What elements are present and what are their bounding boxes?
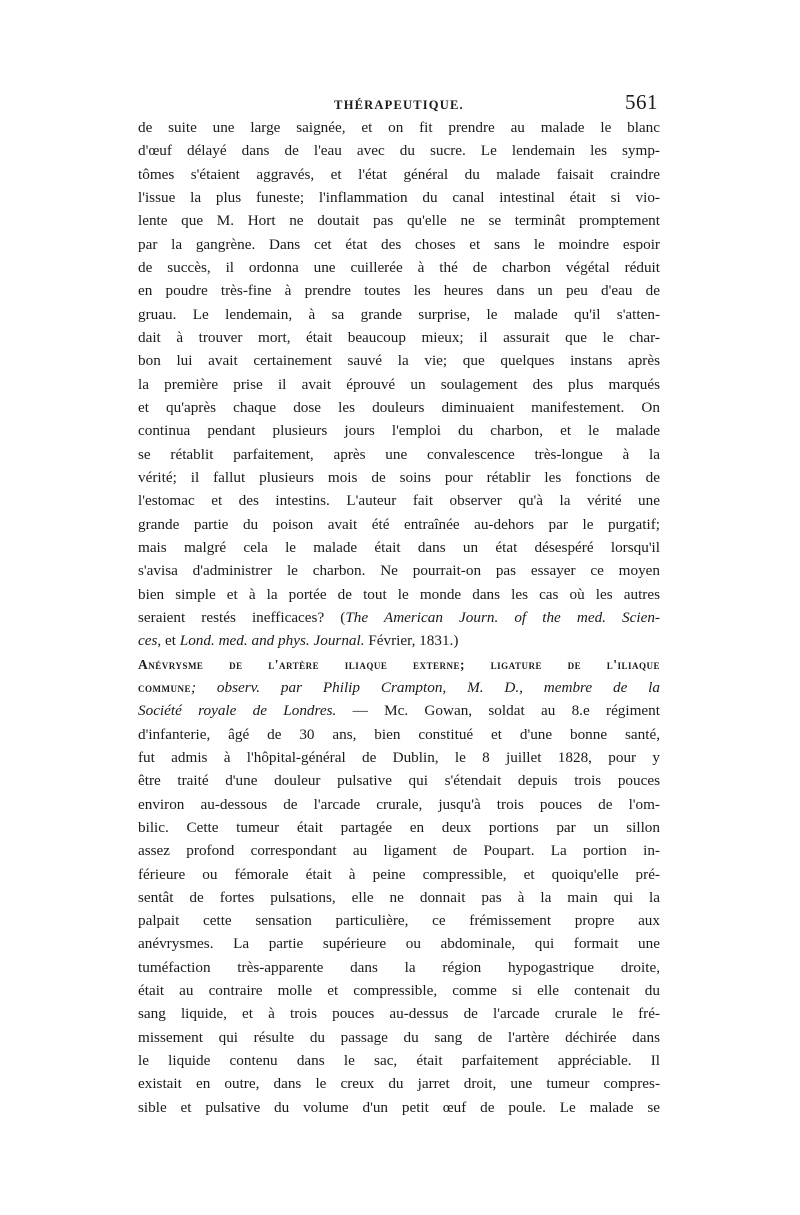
text-line: par la gangrène. Dans cet état des choses et sans le moindre espoir [138,235,660,253]
running-head [138,76,660,116]
citation-lead: seraient restés inefficaces? ( [138,608,346,626]
journal-title: The American Journ. of the med. Scien- [345,608,660,626]
text-line: missement qui résulte du passage du sang de l'artère déchirée dans [138,1028,660,1046]
text-line: de succès, il ordonna une cuillerée à thé de charbon végétal réduit [138,258,660,276]
text-line: lente que M. Hort ne doutait pas qu'elle ne se terminât promptement [138,212,660,230]
text-line: sible et pulsative du volume d'un petit œuf de poule. Le malade se [138,1098,660,1116]
section-heading [138,653,660,676]
text-line: dait à trouver mort, était beaucoup mieux; il assurait que le char- [138,328,660,346]
running-title: THÉRAPEUTIQUE. [334,98,464,112]
text-line: fut admis à l'hôpital-général de Dublin, le 8 juillet 1828, pour y [138,748,660,766]
section-heading-line [138,676,660,699]
text-line: sentât de fortes pulsations, elle ne donnait pas à la main qui la [138,888,660,906]
text-line: continua pendant plusieurs jours l'emploi du charbon, et le malade [138,422,660,440]
text-line: l'estomac et des intestins. L'auteur fait observer qu'à la vérité une [138,492,660,510]
text-line: en poudre très-fine à prendre toutes les heures dans un peu d'eau de [138,282,660,300]
text-line: vérité; il fallut plusieurs mois de soins pour rétablir les fonctions de [138,468,660,486]
text-line: se rétablit parfaitement, après une convalescence très-longue à la [138,445,660,463]
section-intro: — Mc. Gowan, soldat au 8.e régiment [336,702,660,720]
text-line: bien simple et à la portée de tout le monde dans les cas où les autres [138,585,660,603]
text-line: sang liquide, et à trois pouces au-dessus de l'arcade crurale le fré- [138,1005,660,1023]
text-line: et qu'après chaque dose les douleurs diminuaient manifestement. On [138,398,660,416]
text-line: férieure ou fémorale était à peine compressible, et quoiqu'elle pré- [138,865,660,883]
section-author: ; observ. par Philip Crampton, M. D., membre de la [191,678,660,696]
citation-line [138,629,660,652]
text-line: de suite une large saignée, et on fit prendre au malade le blanc [138,119,660,136]
citation-line [138,606,660,629]
section-heading-line [138,699,660,722]
section-society: Société royale de Londres. [138,702,337,720]
text-line: la première prise il avait éprouvé un soulagement des plus marqués [138,375,660,393]
text-line: le liquide contenu dans le sac, était parfaitement appréciable. Il [138,1052,660,1070]
text-line: existait en outre, dans le creux du jarret droit, une tumeur compres- [138,1075,660,1093]
text-line: d'œuf délayé dans de l'eau avec du sucre. Le lendemain les symp- [138,142,660,160]
text-line: gruau. Le lendemain, à sa grande surprise, le malade qu'il s'atten- [138,305,660,323]
text-line: l'issue la plus funeste; l'inflammation du canal intestinal était si vio- [138,188,660,206]
journal-title: Lond. med. and phys. Journal. [179,632,365,650]
text-line: bon lui avait certainement sauvé la vie; que quelques instans après [138,352,660,370]
text-line: tômes s'étaient aggravés, et l'état général du malade faisait craindre [138,165,660,183]
page-number: 561 [625,90,658,114]
text-line: bilic. Cette tumeur était partagée en deux portions par un sillon [138,818,660,836]
body-text [138,116,660,1119]
text-line: assez profond correspondant au ligament de Poupart. La portion in- [138,842,660,860]
text-line: être traité d'une douleur pulsative qui s'étendait depuis trois pouces [138,772,660,790]
text-line: tuméfaction très-apparente dans la région hypogastrique droite, [138,958,660,976]
journal-title-cont: ces [138,632,158,650]
book-page [138,76,660,1116]
text-line: grande partie du poison avait été entraînée au-dehors par le purgatif; [138,515,660,533]
section-title: Anévrysme de l'artère iliaque externe; ligature de l'iliaque [138,656,660,672]
citation-date: Février, 1831.) [364,632,459,650]
text-line: était au contraire molle et compressible, comme si elle contenait du [138,982,660,1000]
text-line: s'avisa d'administrer le charbon. Ne pourrait-on pas essayer ce moyen [138,562,660,580]
text-line: environ au-dessous de l'arcade crurale, jusqu'à trois pouces de l'om- [138,795,660,813]
text-line: mais malgré cela le malade était dans un état désespéré lorsqu'il [138,538,660,556]
text-line: d'infanterie, âgé de 30 ans, bien constitué et d'une bonne santé, [138,725,660,743]
text-line: palpait cette sensation particulière, ce frémissement propre aux [138,912,660,930]
section-title-cont: commune [138,679,191,695]
text-line: anévrysmes. La partie supérieure ou abdominale, qui formait une [138,935,660,953]
citation-sep: , et [157,632,180,650]
